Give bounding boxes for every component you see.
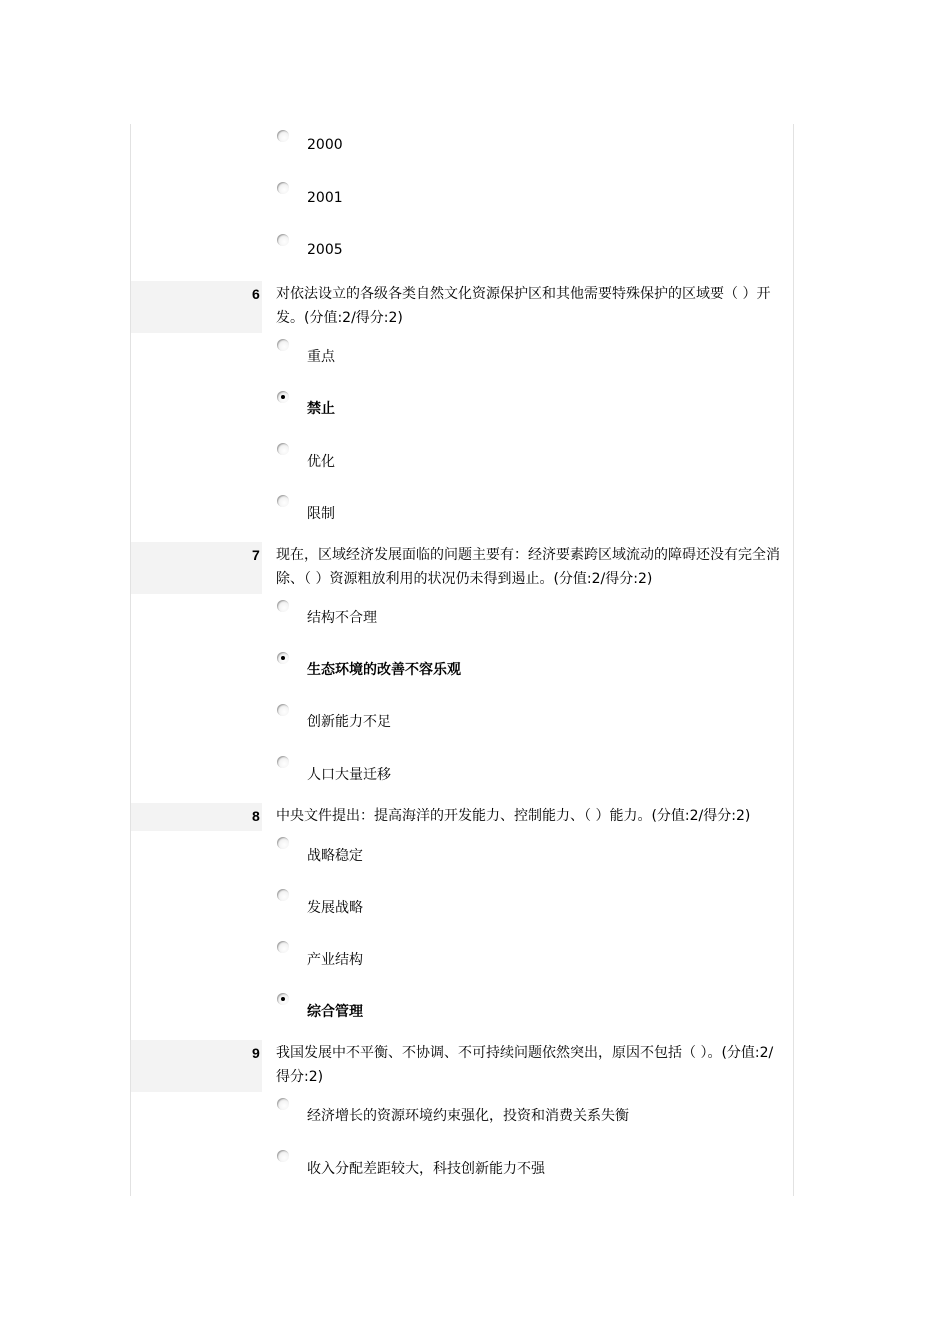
radio-q9-option-2[interactable] <box>277 1150 289 1162</box>
option-label: 收入分配差距较大，科技创新能力不强 <box>307 1161 545 1177</box>
option-label-selected: 生态环境的改善不容乐观 <box>307 662 461 678</box>
radio-q8-option-3[interactable] <box>277 941 289 953</box>
option-label: 经济增长的资源环境约束强化，投资和消费关系失衡 <box>307 1108 629 1124</box>
option-label: 重点 <box>307 349 335 365</box>
option-label: 2000 <box>307 137 343 153</box>
option-label-selected: 综合管理 <box>307 1004 363 1020</box>
radio-q6-option-3[interactable] <box>277 443 289 455</box>
question-number-cell <box>131 1040 262 1092</box>
question-text <box>276 804 790 828</box>
question-text <box>276 543 790 591</box>
option-label: 战略稳定 <box>307 848 363 864</box>
option-label: 人口大量迁移 <box>307 767 391 783</box>
question-text-line: 中央文件提出：提高海洋的开发能力、控制能力、（ ）能力。(分值:2/得分:2) <box>276 808 751 824</box>
question-number-cell <box>131 542 262 594</box>
radio-prev-option-2[interactable] <box>277 182 289 194</box>
question-number-cell <box>131 803 262 831</box>
option-label: 发展战略 <box>307 900 363 916</box>
option-label: 优化 <box>307 454 335 470</box>
radio-q7-option-2-selected[interactable] <box>277 652 289 664</box>
question-text <box>276 282 790 330</box>
question-text-line: 除、（ ）资源粗放利用的状况仍未得到遏止。(分值:2/得分:2) <box>276 571 653 587</box>
question-number: 6 <box>252 286 260 302</box>
option-label: 2005 <box>307 242 343 258</box>
question-text-line: 发。(分值:2/得分:2) <box>276 310 403 326</box>
radio-prev-option-1[interactable] <box>277 130 289 142</box>
radio-q6-option-1[interactable] <box>277 339 289 351</box>
question-text-line: 对依法设立的各级各类自然文化资源保护区和其他需要特殊保护的区域要（ ）开 <box>276 286 771 302</box>
question-number: 7 <box>252 547 260 563</box>
radio-prev-option-3[interactable] <box>277 234 289 246</box>
radio-q9-option-1[interactable] <box>277 1098 289 1110</box>
radio-q8-option-4-selected[interactable] <box>277 993 289 1005</box>
radio-q8-option-2[interactable] <box>277 889 289 901</box>
option-label-selected: 禁止 <box>307 401 335 417</box>
option-label: 2001 <box>307 190 343 206</box>
option-label: 创新能力不足 <box>307 714 391 730</box>
radio-q6-option-2-selected[interactable] <box>277 391 289 403</box>
question-text-line: 得分:2) <box>276 1069 324 1085</box>
question-number-cell <box>131 281 262 333</box>
question-text <box>276 1041 790 1089</box>
radio-q7-option-3[interactable] <box>277 704 289 716</box>
option-label: 限制 <box>307 506 335 522</box>
radio-q7-option-1[interactable] <box>277 600 289 612</box>
radio-q8-option-1[interactable] <box>277 837 289 849</box>
radio-q6-option-4[interactable] <box>277 495 289 507</box>
option-label: 产业结构 <box>307 952 363 968</box>
question-text-line: 现在，区域经济发展面临的问题主要有：经济要素跨区域流动的障碍还没有完全消 <box>276 547 780 563</box>
question-text-line: 我国发展中不平衡、不协调、不可持续问题依然突出，原因不包括（ ）。(分值:2/ <box>276 1045 774 1061</box>
option-label: 结构不合理 <box>307 610 377 626</box>
question-number: 9 <box>252 1045 260 1061</box>
question-number: 8 <box>252 808 260 824</box>
radio-q7-option-4[interactable] <box>277 756 289 768</box>
